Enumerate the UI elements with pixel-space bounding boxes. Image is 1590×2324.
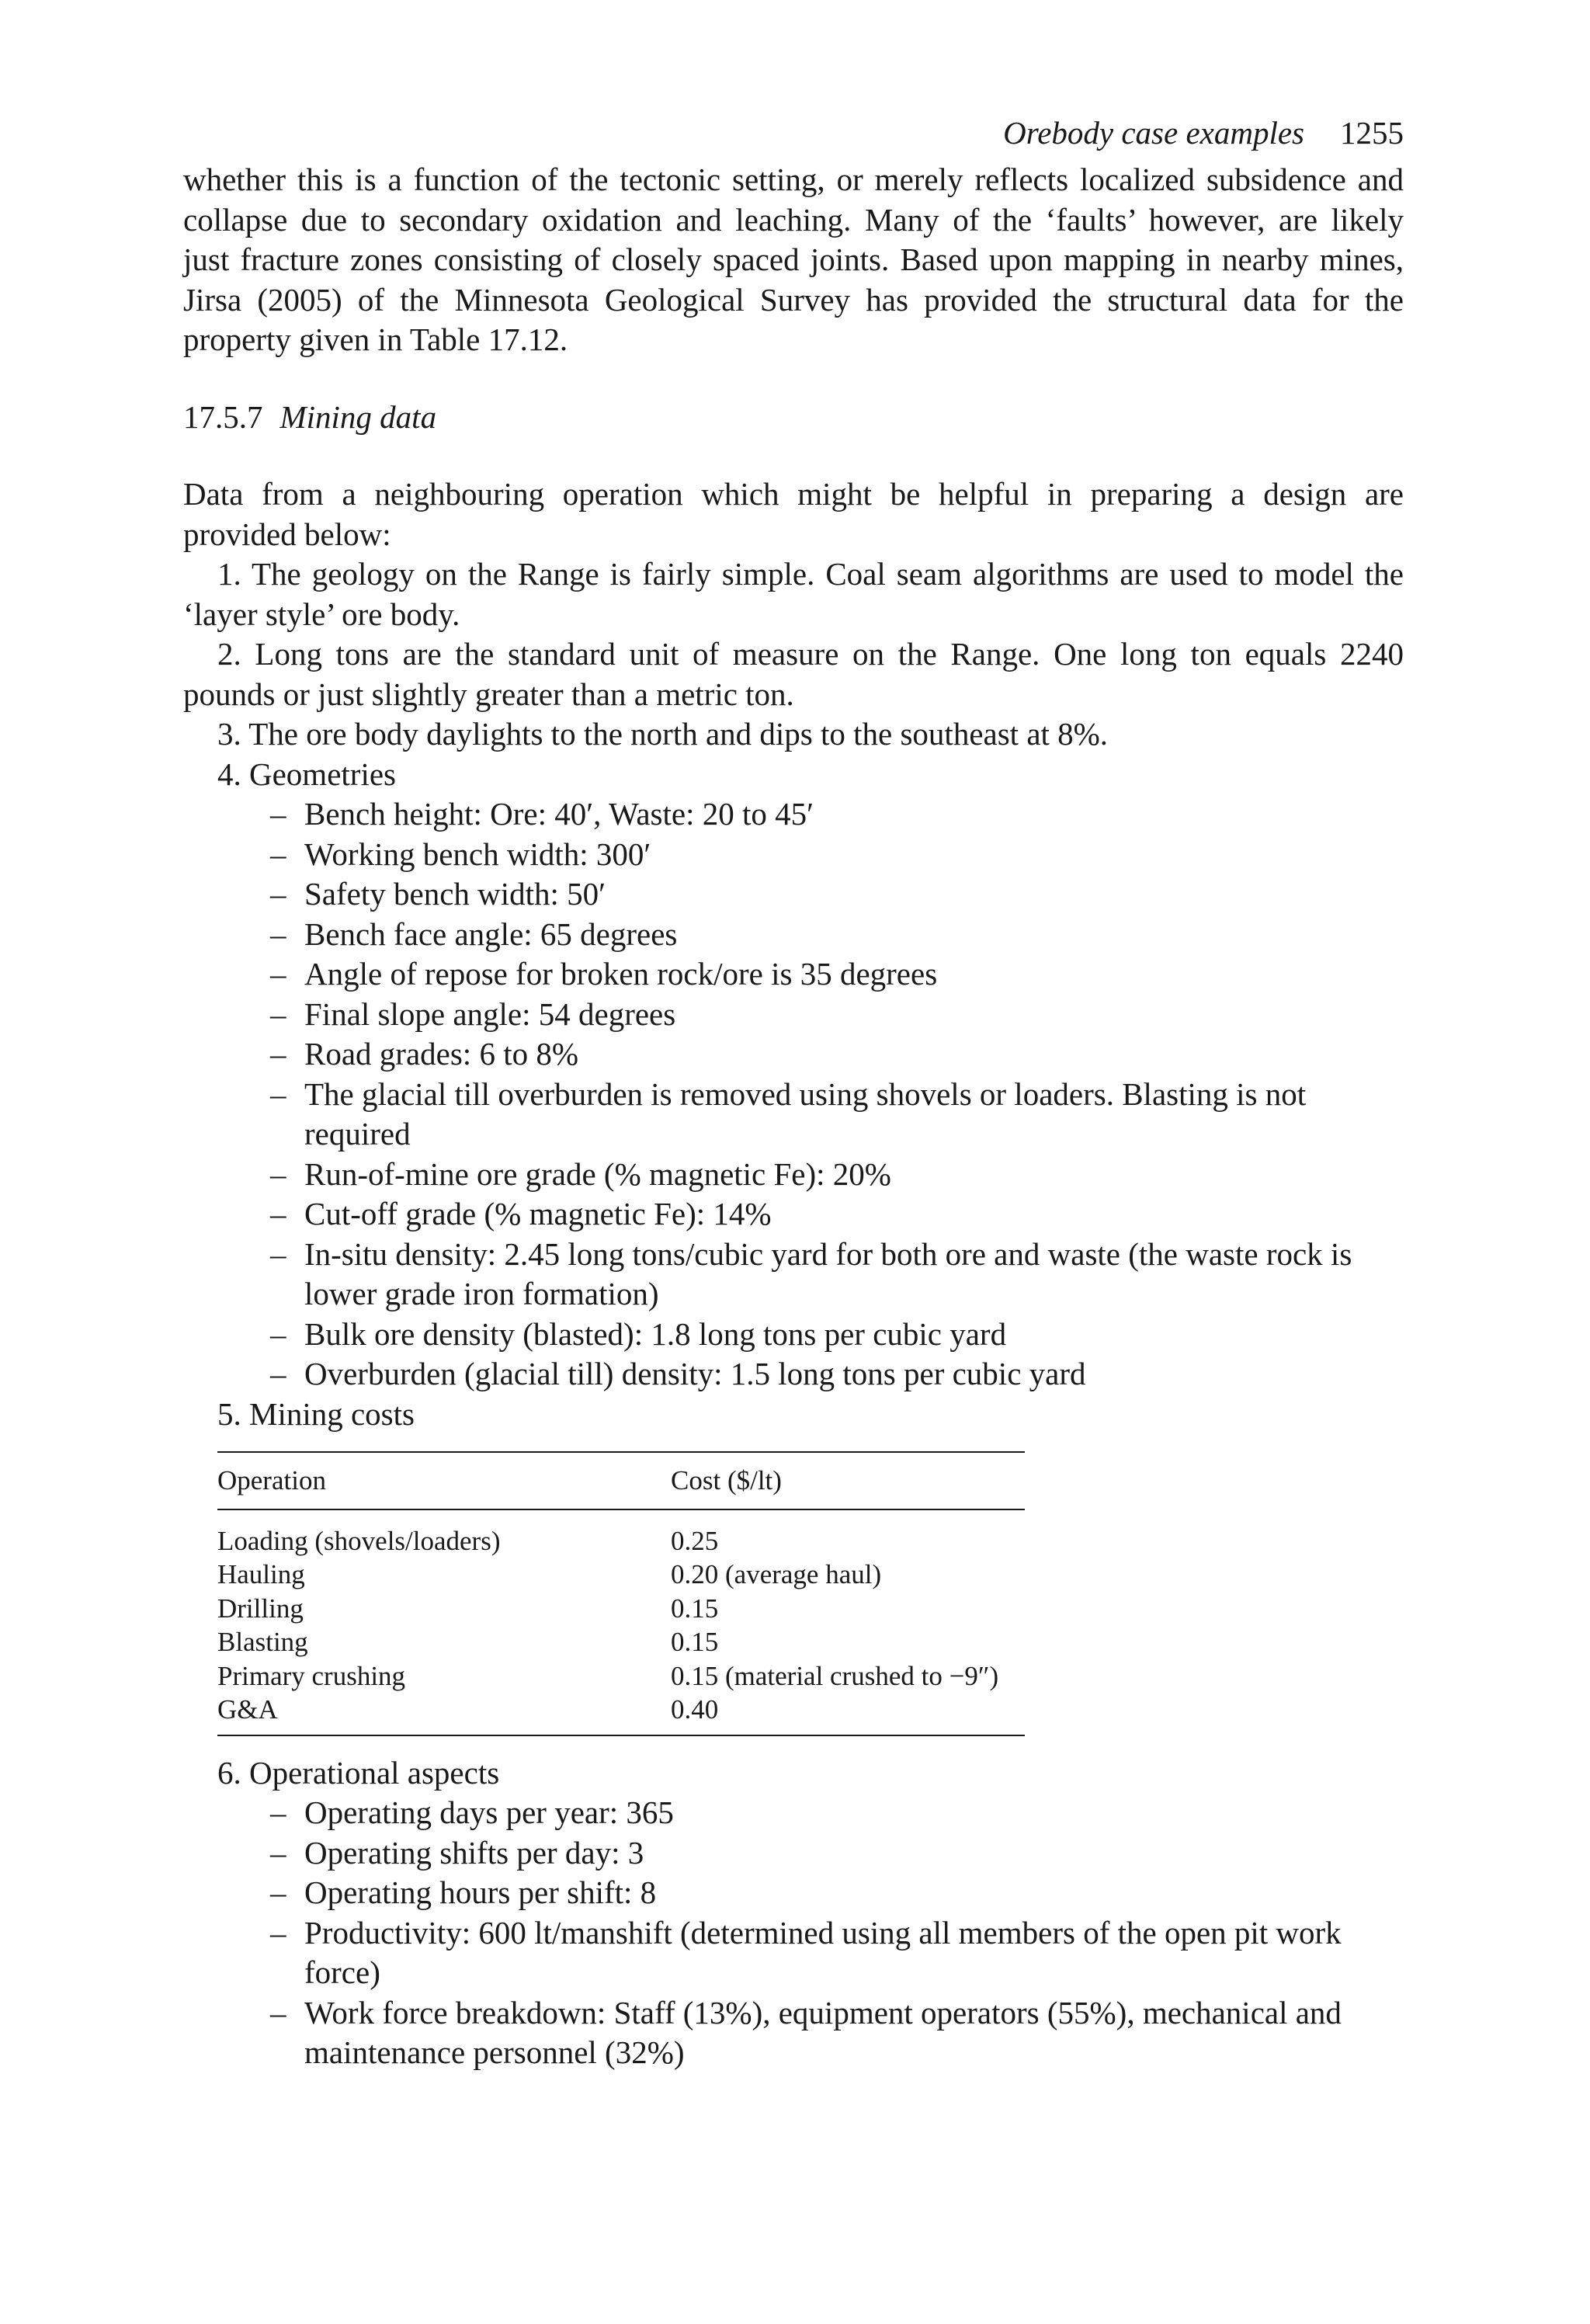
operation-cell: Drilling bbox=[217, 1593, 304, 1624]
operational-item: – Work force breakdown: Staff (13%), equipment operators (55%), mechanical and maintenance personnel (32%) bbox=[270, 1993, 1404, 2073]
table-header-row bbox=[217, 1452, 1025, 1509]
geometry-item: – The glacial till overburden is removed using shovels or loaders. Blasting is not required bbox=[270, 1075, 1404, 1155]
paragraph-line: provided below: bbox=[183, 516, 391, 552]
geometry-item: – Overburden (glacial till) density: 1.5 long tons per cubic yard bbox=[270, 1354, 1404, 1395]
section-title: Mining data bbox=[279, 398, 437, 435]
intro-paragraph bbox=[183, 474, 1404, 554]
mining-costs-heading: 5. Mining costs bbox=[217, 1395, 415, 1432]
list-item: 3. The ore body daylights to the north and dips to the southeast at 8%. bbox=[217, 716, 1109, 752]
operation-cell: Loading (shovels/loaders) bbox=[217, 1525, 501, 1556]
paragraph-line: Data from a neighbouring operation which might be helpful in preparing a design are bbox=[183, 476, 1404, 512]
geometry-item: – Angle of repose for broken rock/ore is 35 degrees bbox=[270, 954, 1404, 995]
operation-cell: Hauling bbox=[217, 1559, 305, 1589]
geometry-item: – Safety bench width: 50′ bbox=[270, 874, 1404, 915]
column-header-operation: Operation bbox=[217, 1452, 671, 1509]
section-number: 17.5.7 bbox=[183, 398, 263, 435]
paragraph-line: Jirsa (2005) of the Minnesota Geological Survey has provided the structural data for the bbox=[183, 281, 1404, 318]
operational-item: – Operating days per year: 365 bbox=[270, 1793, 1404, 1833]
list-item: 2. Long tons are the standard unit of measure on the Range. One long ton equals 2240 pounds or just slightly greater than a metric ton. bbox=[183, 636, 1404, 712]
page-number: 1255 bbox=[1340, 115, 1404, 151]
geometry-item: – In-situ density: 2.45 long tons/cubic yard for both ore and waste (the waste rock is lower grade iron formation) bbox=[270, 1235, 1404, 1315]
list-item: 4. Geometries bbox=[217, 756, 396, 792]
cost-cell: 0.25 bbox=[671, 1525, 719, 1556]
table-row bbox=[217, 1625, 1025, 1659]
cost-cell: 0.15 bbox=[671, 1593, 719, 1624]
list-item: 1. The geology on the Range is fairly simple. Coal seam algorithms are used to model the ‘layer style’ ore body. bbox=[183, 556, 1404, 632]
geometry-item: – Working bench width: 300′ bbox=[270, 835, 1404, 875]
operational-item: – Operating shifts per day: 3 bbox=[270, 1833, 1404, 1874]
table-row bbox=[217, 1659, 1025, 1693]
running-head bbox=[183, 106, 1404, 160]
paragraph-line: whether this is a function of the tectonic setting, or merely reflects localized subsidence and bbox=[183, 162, 1404, 197]
mining-costs-table bbox=[217, 1451, 1025, 1736]
geometry-item: – Bench face angle: 65 degrees bbox=[270, 915, 1404, 955]
cost-cell: 0.40 bbox=[671, 1693, 1025, 1735]
running-head-title: Orebody case examples bbox=[1003, 115, 1304, 151]
geometry-item: – Road grades: 6 to 8% bbox=[270, 1034, 1404, 1075]
paragraph-line: just fracture zones consisting of closely spaced joints. Based upon mapping in nearby mines, bbox=[183, 241, 1404, 277]
operational-list bbox=[183, 1793, 1404, 2073]
page bbox=[183, 99, 1404, 2073]
paragraph-line: collapse due to secondary oxidation and leaching. Many of the ‘faults’ however, are likely bbox=[183, 201, 1404, 238]
operational-item: – Operating hours per shift: 8 bbox=[270, 1873, 1404, 1913]
paragraph-line: property given in Table 17.12. bbox=[183, 321, 568, 357]
geometry-item: – Bench height: Ore: 40′, Waste: 20 to 45′ bbox=[270, 794, 1404, 835]
operation-cell: Primary crushing bbox=[217, 1660, 406, 1691]
cost-cell: 0.20 (average haul) bbox=[671, 1559, 882, 1589]
geometry-item: – Run-of-mine ore grade (% magnetic Fe): 20% bbox=[270, 1155, 1404, 1195]
geometry-item: – Bulk ore density (blasted): 1.8 long tons per cubic yard bbox=[270, 1315, 1404, 1355]
operational-item: – Productivity: 600 lt/manshift (determined using all members of the open pit work force) bbox=[270, 1913, 1404, 1993]
operational-heading: 6. Operational aspects bbox=[217, 1754, 500, 1791]
operation-cell: G&A bbox=[217, 1693, 671, 1735]
table-row bbox=[217, 1693, 1025, 1735]
geometries-list bbox=[183, 794, 1404, 1395]
table-row bbox=[217, 1558, 1025, 1592]
cost-cell: 0.15 (material crushed to −9″) bbox=[671, 1660, 999, 1691]
geometry-item: – Cut-off grade (% magnetic Fe): 14% bbox=[270, 1194, 1404, 1235]
table-row bbox=[217, 1592, 1025, 1626]
column-header-cost: Cost ($/lt) bbox=[671, 1452, 1025, 1509]
table-row bbox=[217, 1509, 1025, 1558]
continuation-paragraph bbox=[183, 160, 1404, 360]
section-heading bbox=[183, 398, 1404, 438]
cost-cell: 0.15 bbox=[671, 1627, 719, 1657]
operation-cell: Blasting bbox=[217, 1627, 308, 1657]
geometry-item: – Final slope angle: 54 degrees bbox=[270, 995, 1404, 1035]
